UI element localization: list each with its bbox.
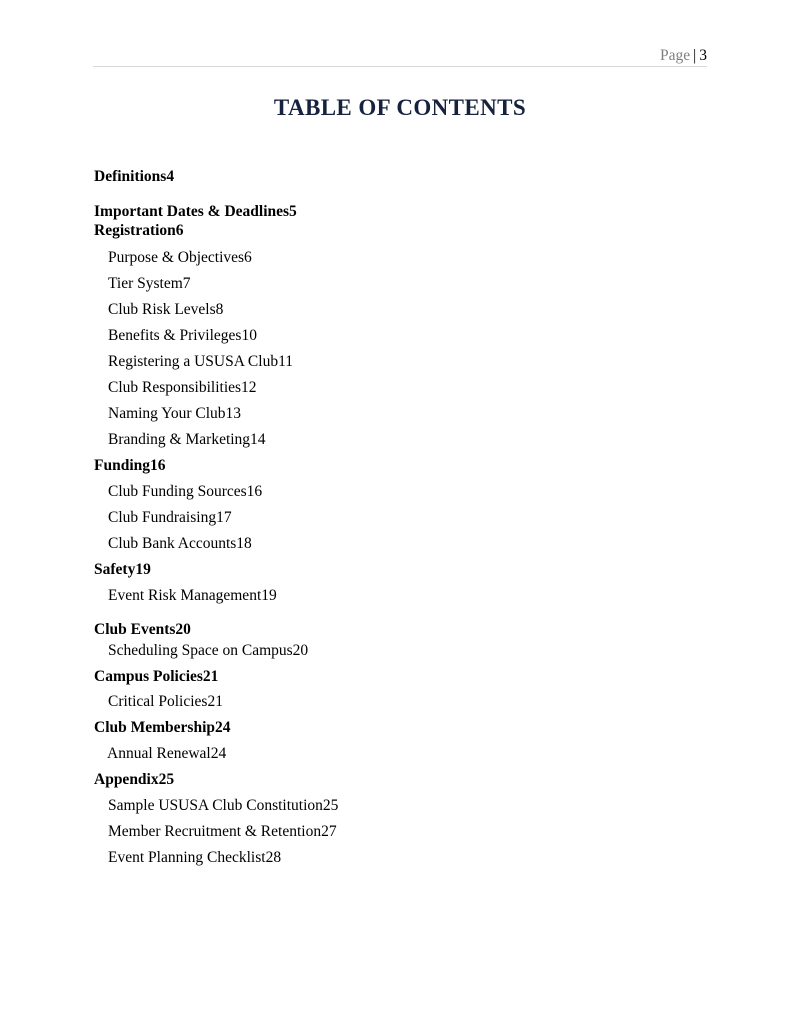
toc-item-registering-club[interactable]: Registering a USUSA Club11 <box>108 353 294 370</box>
toc-heading-safety[interactable]: Safety19 <box>94 561 151 578</box>
page-header <box>660 46 707 66</box>
page-label: Page <box>660 47 691 64</box>
toc-item-naming-your-club[interactable]: Naming Your Club13 <box>108 405 242 422</box>
toc-item-sample-constitution[interactable]: Sample USUSA Club Constitution25 <box>108 797 339 814</box>
toc-item-event-risk-management[interactable]: Event Risk Management19 <box>108 587 277 604</box>
page-separator: | <box>693 47 697 64</box>
toc-item-member-recruitment[interactable]: Member Recruitment & Retention27 <box>108 823 337 840</box>
toc-item-annual-renewal[interactable]: Annual Renewal24 <box>107 745 227 762</box>
toc-heading-registration[interactable]: Registration6 <box>94 222 184 239</box>
toc-item-club-funding-sources[interactable]: Club Funding Sources16 <box>108 483 263 500</box>
toc-item-club-fundraising[interactable]: Club Fundraising17 <box>108 509 232 526</box>
toc-item-benefits-privileges[interactable]: Benefits & Privileges10 <box>108 327 257 344</box>
toc-heading-important-dates[interactable]: Important Dates & Deadlines5 <box>94 203 297 220</box>
toc-item-critical-policies[interactable]: Critical Policies21 <box>108 693 223 710</box>
toc-item-club-bank-accounts[interactable]: Club Bank Accounts18 <box>108 535 252 552</box>
toc-heading-campus-policies[interactable]: Campus Policies21 <box>94 668 219 685</box>
toc-item-branding-marketing[interactable]: Branding & Marketing14 <box>108 431 266 448</box>
toc-item-tier-system[interactable]: Tier System7 <box>108 275 191 292</box>
toc-item-scheduling-space[interactable]: Scheduling Space on Campus20 <box>108 642 309 659</box>
toc-heading-club-membership[interactable]: Club Membership24 <box>94 719 231 736</box>
toc-item-purpose-objectives[interactable]: Purpose & Objectives6 <box>108 249 252 266</box>
toc-heading-appendix[interactable]: Appendix25 <box>94 771 175 788</box>
toc-title: TABLE OF CONTENTS <box>273 95 527 120</box>
toc-heading-funding[interactable]: Funding16 <box>94 457 166 474</box>
toc-item-club-responsibilities[interactable]: Club Responsibilities12 <box>108 379 257 396</box>
toc-heading-definitions[interactable]: Definitions4 <box>94 168 175 185</box>
header-divider <box>93 66 707 67</box>
toc-item-club-risk-levels[interactable]: Club Risk Levels8 <box>108 301 224 318</box>
page-number: 3 <box>699 47 707 64</box>
toc-item-event-planning-checklist[interactable]: Event Planning Checklist28 <box>108 849 282 866</box>
toc-heading-club-events[interactable]: Club Events20 <box>94 621 191 638</box>
